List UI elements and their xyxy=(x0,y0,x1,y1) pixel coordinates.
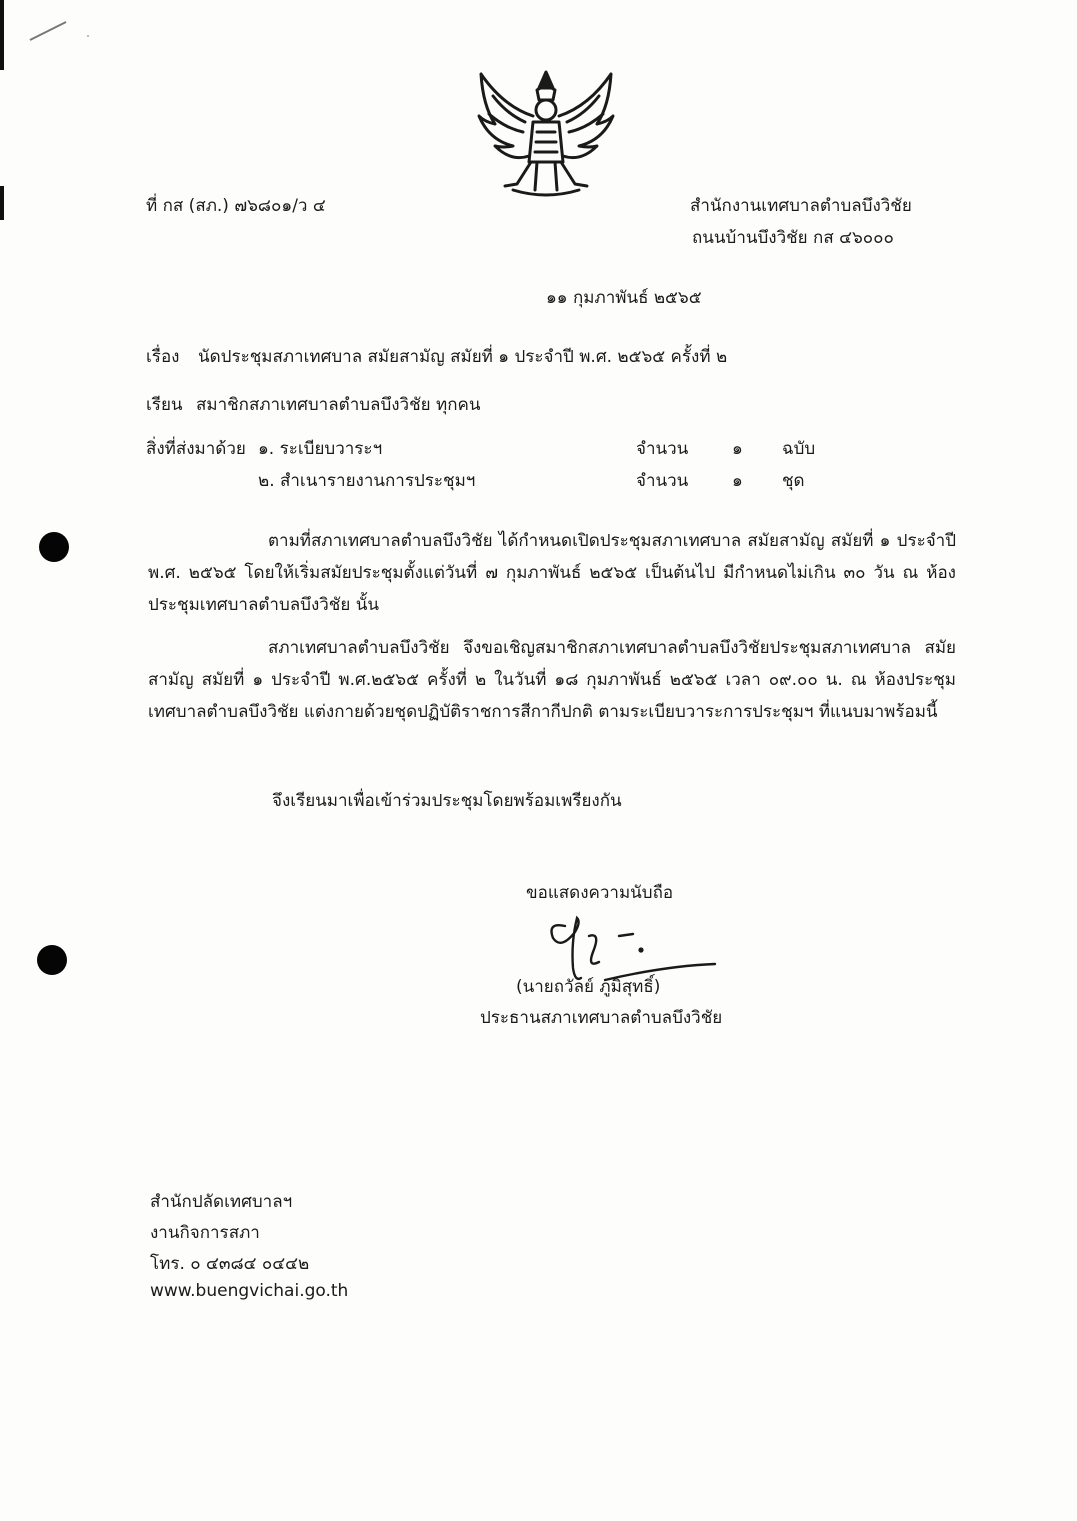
enclosure-item-unit: ชุด xyxy=(782,471,805,491)
enclosure-item-qty: ๑ xyxy=(732,471,743,491)
salutation: ขอแสดงความนับถือ xyxy=(526,883,674,903)
body-paragraph-1-text: ตามที่สภาเทศบาลตำบลบึงวิชัย ได้กำหนดเปิดประชุมสภาเทศบาล สมัยสามัญ สมัยที่ ๑ ประจำปี พ.ศ. ๒๕๖๕ โดยให้เริ่มสมัยประชุมตั้งแต่วันที่ ๗ กุมภาพันธ์ ๒๕๖๕ เป็นต้นไป มีกำหนดไม่เกิน ๓๐ วัน ณ ห้องประชุมเทศบาลตำบลบึงวิชัย นั้น xyxy=(148,531,956,615)
body-paragraph-2-text: สภาเทศบาลตำบลบึงวิชัย จึงขอเชิญสมาชิกสภาเทศบาลตำบลบึงวิชัยประชุมสภาเทศบาล สมัยสามัญ สมัยที่ ๑ ประจำปี พ.ศ.๒๕๖๕ ครั้งที่ ๒ ในวันที่ ๑๘ กุมภาพันธ์ ๒๕๖๕ เวลา ๐๙.๐๐ น. ณ ห้องประชุมเทศบาลตำบลบึงวิชัย แต่งกายด้วยชุดปฏิบัติราชการสีกากีปกติ ตามระเบียบวาระการประชุมฯ ที่แนบมาพร้อมนี้ xyxy=(148,638,956,722)
closing-sentence: จึงเรียนมาเพื่อเข้าร่วมประชุมโดยพร้อมเพรียงกัน xyxy=(272,791,622,811)
body-paragraph-1 xyxy=(148,525,956,621)
office-address: ถนนบ้านบึงวิชัย กส ๔๖๐๐๐ xyxy=(692,228,894,248)
enclosure-item-qty-label: จำนวน xyxy=(636,439,689,459)
footer-website: www.buengvichai.go.th xyxy=(150,1281,349,1301)
footer-section: งานกิจการสภา xyxy=(150,1223,260,1243)
enclosures-label: สิ่งที่ส่งมาด้วย xyxy=(146,439,246,459)
punch-hole-top xyxy=(39,532,69,562)
document-date: ๑๑ กุมภาพันธ์ ๒๕๖๕ xyxy=(546,288,702,308)
footer-department: สำนักปลัดเทศบาลฯ xyxy=(150,1192,293,1212)
enclosure-item-name: ๒. สำเนารายงานการประชุมฯ xyxy=(258,471,476,491)
scan-edge-mark-mid xyxy=(0,186,4,220)
subject-label: เรื่อง xyxy=(146,347,180,367)
scan-edge-mark-top xyxy=(0,0,4,70)
garuda-emblem-icon xyxy=(473,66,619,198)
document-number: ที่ กส (สภ.) ๗๖๘๐๑/ว ๔ xyxy=(146,196,326,216)
signer-name: (นายถวัลย์ ภูมิสุทธิ์) xyxy=(516,977,661,997)
enclosure-item-unit: ฉบับ xyxy=(782,439,816,459)
recipient-text: สมาชิกสภาเทศบาลตำบลบึงวิชัย ทุกคน xyxy=(196,395,481,415)
enclosure-item-qty-label: จำนวน xyxy=(636,471,689,491)
footer-phone: โทร. ๐ ๔๓๘๔ ๐๔๔๒ xyxy=(150,1254,310,1274)
body-paragraph-2 xyxy=(148,632,956,728)
enclosure-item-qty: ๑ xyxy=(732,439,743,459)
scan-stroke-mark xyxy=(26,14,96,54)
subject-text: นัดประชุมสภาเทศบาล สมัยสามัญ สมัยที่ ๑ ประจำปี พ.ศ. ๒๕๖๕ ครั้งที่ ๒ xyxy=(198,347,728,367)
punch-hole-bottom xyxy=(37,945,67,975)
signer-position: ประธานสภาเทศบาลตำบลบึงวิชัย xyxy=(480,1008,723,1028)
office-name: สำนักงานเทศบาลตำบลบึงวิชัย xyxy=(690,196,912,216)
recipient-label: เรียน xyxy=(146,395,183,415)
enclosure-item-name: ๑. ระเบียบวาระฯ xyxy=(258,439,383,459)
